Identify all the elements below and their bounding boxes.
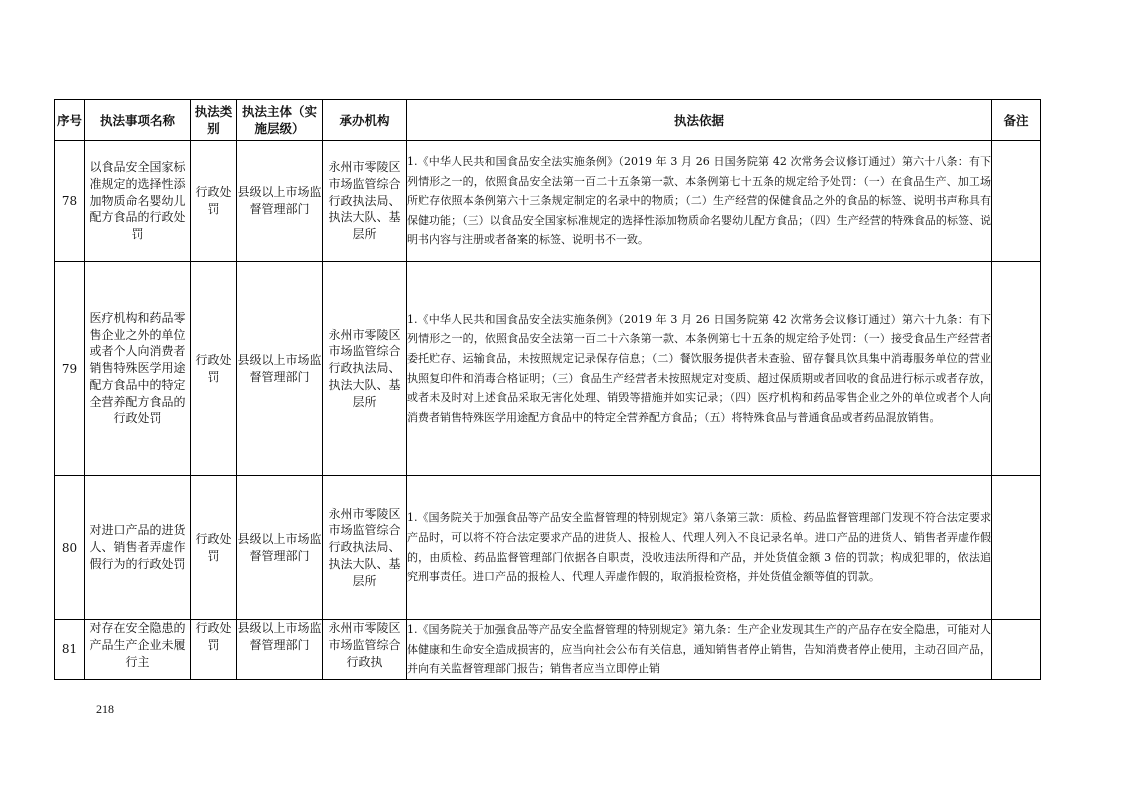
header-category: 执法类别 bbox=[191, 100, 237, 141]
legal-basis: 1.《国务院关于加强食品等产品安全监督管理的特别规定》第八条第三款：质检、药品监督管理部门发现不符合法定要求产品时，可以将不符合法定要求产品的进货人、报检人、代理人列入不良记录名单。进口产品的进货人、销售者弄虚作假的，由质检、药品监督管理部门依据各自职责，没收违法所得和产品，并处货值金额 3 倍的罚款；构成犯罪的，依法追究刑事责任。进口产品的报检人、代理人弄虚作假的，取消报检资格，并处货值金额等值的罚款。 bbox=[407, 476, 992, 620]
handling-agency: 永州市零陵区市场监管综合行政执法局、执法大队、基层所 bbox=[323, 262, 407, 476]
row-number: 78 bbox=[55, 141, 85, 262]
row-number: 79 bbox=[55, 262, 85, 476]
table-row bbox=[55, 141, 1041, 262]
enforcement-category: 行政处罚 bbox=[191, 262, 237, 476]
remark-cell bbox=[992, 476, 1041, 620]
header-row bbox=[55, 100, 1041, 141]
header-agency: 承办机构 bbox=[323, 100, 407, 141]
enforcement-table bbox=[54, 99, 1041, 680]
header-name: 执法事项名称 bbox=[85, 100, 191, 141]
page-number: 218 bbox=[96, 702, 114, 716]
legal-basis: 1.《中华人民共和国食品安全法实施条例》（2019 年 3 月 26 日国务院第 42 次常务会议修订通过）第六十九条：有下列情形之一的，依照食品安全法第一百二十六条第一款、本条例第七十五条的规定给予处罚：（一）接受食品生产经营者委托贮存、运输食品，未按照规定记录保存信息；（二）餐饮服务提供者未查验、留存餐具饮具集中消毒服务单位的营业执照复印件和消毒合格证明；（三）食品生产经营者未按照规定对变质、超过保质期或者回收的食品进行标示或者存放，或者未及时对上述食品采取无害化处理、销毁等措施并如实记录；（四）医疗机构和药品零售企业之外的单位或者个人向消费者销售特殊医学用途配方食品中的特定全营养配方食品；（五）将特殊食品与普通食品或者药品混放销售。 bbox=[407, 262, 992, 476]
table-row bbox=[55, 476, 1041, 620]
row-number: 81 bbox=[55, 620, 85, 680]
enforcement-category: 行政处罚 bbox=[191, 476, 237, 620]
handling-agency: 永州市零陵区市场监管综合行政执法局、执法大队、基层所 bbox=[323, 141, 407, 262]
table-row bbox=[55, 262, 1041, 476]
item-name: 以食品安全国家标准规定的选择性添加物质命名婴幼儿配方食品的行政处罚 bbox=[85, 141, 191, 262]
header-no: 序号 bbox=[55, 100, 85, 141]
header-remark: 备注 bbox=[992, 100, 1041, 141]
remark-cell bbox=[992, 620, 1041, 680]
enforcement-subject: 县级以上市场监督管理部门 bbox=[237, 620, 323, 680]
remark-cell bbox=[992, 262, 1041, 476]
remark-cell bbox=[992, 141, 1041, 262]
table-row bbox=[55, 620, 1041, 680]
item-name: 对存在安全隐患的产品生产企业未履行主 bbox=[85, 620, 191, 680]
enforcement-subject: 县级以上市场监督管理部门 bbox=[237, 141, 323, 262]
enforcement-subject: 县级以上市场监督管理部门 bbox=[237, 262, 323, 476]
enforcement-category: 行政处罚 bbox=[191, 620, 237, 680]
handling-agency: 永州市零陵区市场监管综合行政执 bbox=[323, 620, 407, 680]
legal-basis: 1.《国务院关于加强食品等产品安全监督管理的特别规定》第九条：生产企业发现其生产的产品存在安全隐患，可能对人体健康和生命安全造成损害的，应当向社会公布有关信息，通知销售者停止销售，告知消费者停止使用，主动召回产品，并向有关监督管理部门报告；销售者应当立即停止销 bbox=[407, 620, 992, 680]
header-basis: 执法依据 bbox=[407, 100, 992, 141]
handling-agency: 永州市零陵区市场监管综合行政执法局、执法大队、基层所 bbox=[323, 476, 407, 620]
header-subject: 执法主体（实施层级） bbox=[237, 100, 323, 141]
item-name: 医疗机构和药品零售企业之外的单位或者个人向消费者销售特殊医学用途配方食品中的特定全营养配方食品的行政处罚 bbox=[85, 262, 191, 476]
enforcement-category: 行政处罚 bbox=[191, 141, 237, 262]
row-number: 80 bbox=[55, 476, 85, 620]
legal-basis: 1.《中华人民共和国食品安全法实施条例》（2019 年 3 月 26 日国务院第 42 次常务会议修订通过）第六十八条：有下列情形之一的，依照食品安全法第一百二十五条第一款、本条例第七十五条的规定给予处罚：（一）在食品生产、加工场所贮存依照本条例第六十三条规定制定的名录中的物质；（二）生产经营的保健食品之外的食品的标签、说明书声称具有保健功能；（三）以食品安全国家标准规定的选择性添加物质命名婴幼儿配方食品；（四）生产经营的特殊食品的标签、说明书内容与注册或者备案的标签、说明书不一致。 bbox=[407, 141, 992, 262]
enforcement-subject: 县级以上市场监督管理部门 bbox=[237, 476, 323, 620]
item-name: 对进口产品的进货人、销售者弄虚作假行为的行政处罚 bbox=[85, 476, 191, 620]
